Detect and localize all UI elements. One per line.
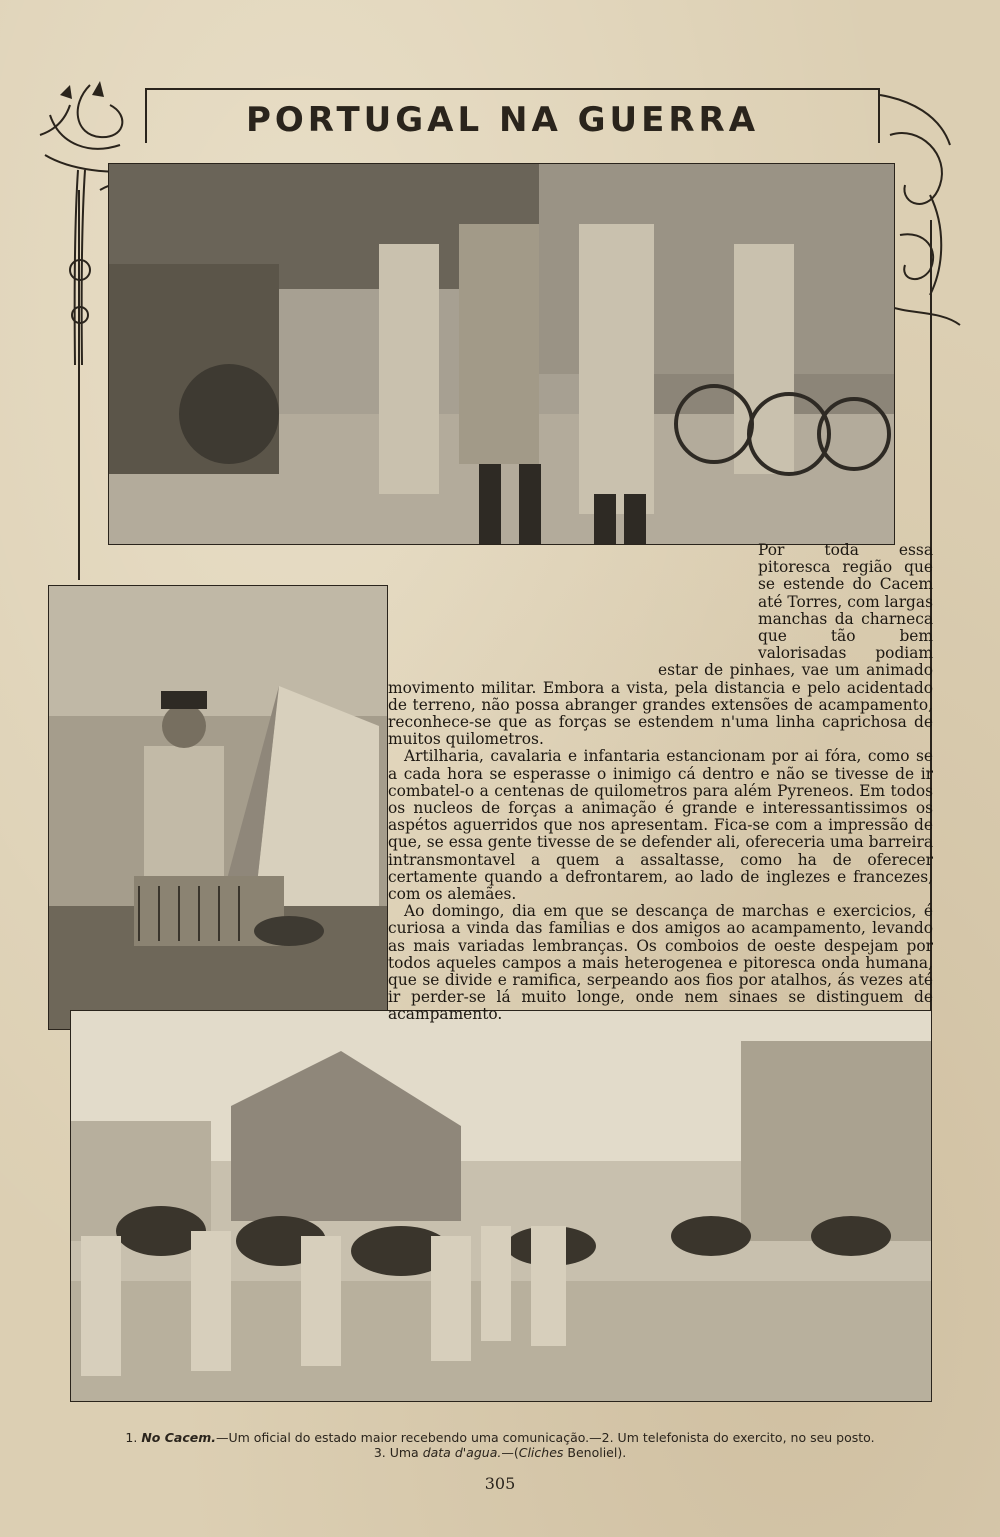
photo-telephonist-by-tent-icon <box>49 586 387 1029</box>
left-border-line <box>78 190 80 580</box>
caption-place-1: No Cacem. <box>141 1430 216 1445</box>
article-body <box>388 542 933 1024</box>
photo-officers-reading-dispatch-icon <box>109 164 894 544</box>
text-wrap-spacer-2 <box>388 662 658 664</box>
header-rule-right <box>878 88 880 143</box>
article-paragraph-1: Por toda essa pitoresca região que se estende do Cacem até Torres, com largas manchas da charneca que tão bem valorisadas podiam estar de pinhaes, vae um animado movimento militar. Embora a vista, pela distancia e pelo acidentado de terreno, não possa abranger grandes extensões de acampamento, reconhece-se que as forças se estendem n'uma linha caprichosa de muitos quilometros. <box>388 541 933 749</box>
article-paragraph-2: Artilharia, cavalaria e infantaria estancionam por ai fóra, como se a cada hora se esperasse o inimigo cá dentro e não se tivesse de ir combatel-o a centenas de quilometros para além Pyreneos. Em todos os nucleos de forças a animação é grande e interessantissimos os aspétos aguerridos que nos apresentam. Fica-se com a impressão de que, se essa gente tivesse de se defender ali, ofereceria uma barreira intransmontavel a quem a assaltasse, como ha de oferecer certamente quando a defrontarem, ao lado de inglezes e francezes, com os alemães. <box>388 747 933 904</box>
caption-line-2 <box>40 1445 960 1460</box>
article-paragraph-3: Ao domingo, dia em que se descança de marchas e exercicios, é curiosa a vinda das familias e dos amigos ao acampamento, levando as mais variadas lembranças. Os comboios de oeste despejam por todos aqueles campos a mais heterogenea e pitoresca onda humana, que se divide e ramifica, serpeando aos fios por atalhos, ás vezes até ir perder-se lá muito longe, onde nem sinaes se distinguem de acampamento. <box>388 902 933 1024</box>
caption-credit-name: Benoliel). <box>563 1445 627 1460</box>
caption-text-1: —Um oficial do estado maior recebendo uma comunicação.—2. Um telefonista do exercito, no seu posto. <box>216 1430 875 1445</box>
photo-3 <box>70 1010 932 1402</box>
photo-mule-column-icon <box>71 1011 931 1401</box>
page-title: PORTUGAL NA GUERRA <box>245 100 760 140</box>
header-rule-left <box>145 88 147 143</box>
caption-italic-3: data d'agua. <box>422 1445 502 1460</box>
text-wrap-spacer <box>388 542 758 662</box>
photo-1 <box>108 163 895 545</box>
header-rule <box>145 88 880 90</box>
photo-2 <box>48 585 388 1030</box>
caption-line-1 <box>40 1430 960 1445</box>
page-number: 305 <box>484 1474 516 1493</box>
caption-num-1: 1. <box>125 1430 138 1445</box>
caption-credit-italic: Cliches <box>518 1445 564 1460</box>
caption-credit-open: —( <box>501 1445 519 1460</box>
caption-num-3: 3. Uma <box>373 1445 419 1460</box>
photo-caption <box>40 1430 960 1460</box>
